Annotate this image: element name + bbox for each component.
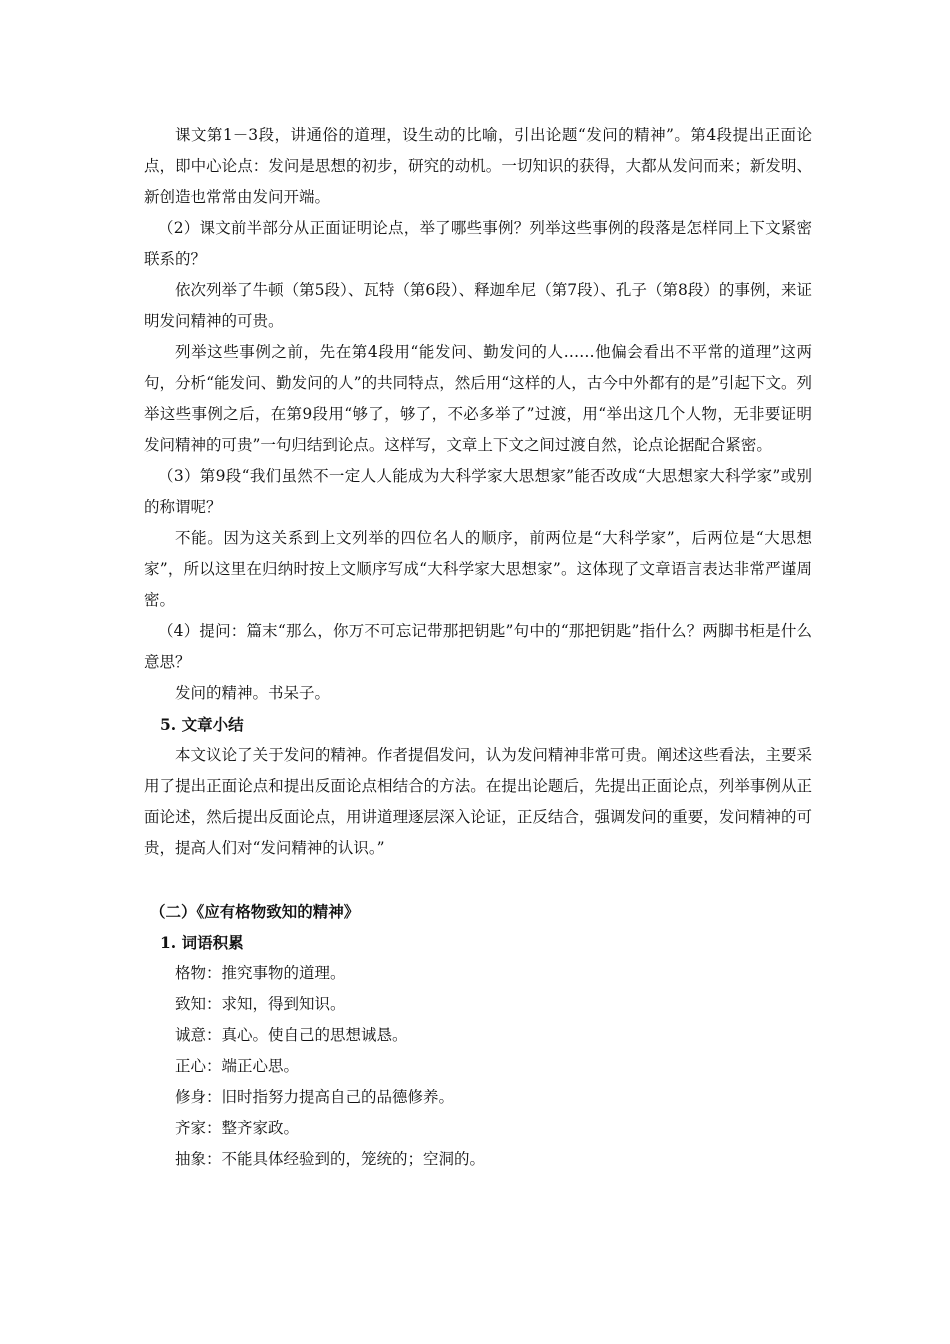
document-body [144,120,812,1175]
vocab-item: 修身：旧时指努力提高自己的品德修养。 [175,1088,455,1106]
question-3: （3）第9段“我们虽然不一定人人能成为大科学家大思想家”能否改成“大思想家大科学家”或别的称谓呢？ [144,467,812,516]
question-2: （2）课文前半部分从正面证明论点，举了哪些事例？列举这些事例的段落是怎样同上下文紧密联系的？ [144,219,812,268]
answer-3: 不能。因为这关系到上文列举的四位名人的顺序，前两位是“大科学家”，后两位是“大思想家”，所以这里在归纳时按上文顺序写成“大科学家大思想家”。这体现了文章语言表达非常严谨周密。 [144,529,812,609]
vocab-item: 齐家：整齐家政。 [175,1119,300,1137]
paragraph-thesis-explanation: 课文第1－3段，讲通俗的道理，设生动的比喻，引出论题“发问的精神”。第4段提出正面论点，即中心论点：发问是思想的初步，研究的动机。一切知识的获得，大都从发问而来；新发明、新创造也常常由发问开端。 [144,126,812,206]
vocab-item: 抽象：不能具体经验到的，笼统的；空洞的。 [175,1150,486,1168]
section-title: （二）《应有格物致知的精神》 [150,902,360,921]
vocab-item: 正心：端正心思。 [175,1057,300,1075]
answer-2-transitions: 列举这些事例之前，先在第4段用“能发问、勤发问的人……他偏会看出不平常的道理”这两句，分析“能发问、勤发问的人”的共同特点，然后用“这样的人，古今中外都有的是”引起下文。列举这些事例之后，在第9段用“够了，够了，不必多举了”过渡，用“举出这几个人物，无非要证明发问精神的可贵”一句归结到论点。这样写，文章上下文之间过渡自然，论点论据配合紧密。 [144,343,812,454]
vocab-item: 格物：推究事物的道理。 [175,964,346,982]
vocab-item: 诚意：真心。使自己的思想诚恳。 [175,1026,408,1044]
question-4: （4）提问：篇末“那么，你万不可忘记带那把钥匙”句中的“那把钥匙”指什么？两脚书柜是什么意思？ [144,622,812,671]
summary-heading: 5. 文章小结 [160,715,244,734]
summary-paragraph: 本文议论了关于发问的精神。作者提倡发问，认为发问精神非常可贵。阐述这些看法，主要采用了提出正面论点和提出反面论点相结合的方法。在提出论题后，先提出正面论点，列举事例从正面论述，然后提出反面论点，用讲道理逐层深入论证，正反结合，强调发问的重要，发问精神的可贵，提高人们对“发问精神的认识。” [144,746,812,857]
answer-4: 发问的精神。书呆子。 [175,684,331,702]
vocab-item: 致知：求知，得到知识。 [175,995,346,1013]
vocab-heading: 1. 词语积累 [160,933,244,952]
answer-2-examples: 依次列举了牛顿（第5段）、瓦特（第6段）、释迦牟尼（第7段）、孔子（第8段）的事例，来证明发问精神的可贵。 [144,281,812,330]
